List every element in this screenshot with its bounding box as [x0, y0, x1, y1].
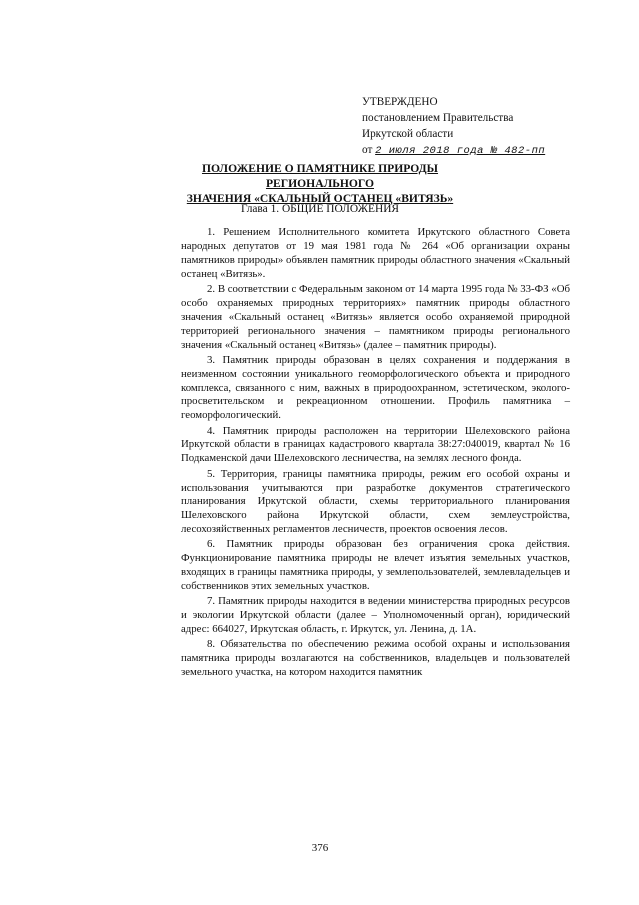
- paragraph-4: 4. Памятник природы расположен на территории Шелеховского района Иркутской области в границах кадастрового квартала 38:27:040019, квартал № 16 Подкаменской дачи Шелеховского лесничества, на землях лесного фонда.: [181, 424, 570, 465]
- document-title-line-2: ЗНАЧЕНИЯ «СКАЛЬНЫЙ ОСТАНЕЦ «ВИТЯЗЬ»: [186, 192, 454, 205]
- paragraph-2: 2. В соответствии с Федеральным законом от 14 марта 1995 года № 33-ФЗ «Об особо охраняемых природных территориях» памятник природы областного значения «Скальный останец «Витязь» является особо охраняемой природной территорией регионального значения – памятником природы регионального значения «Скальный останец «Витязь» (далее – памятник природы).: [181, 282, 570, 351]
- approval-heading: УТВЕРЖДЕНО: [362, 96, 438, 108]
- approval-block: [362, 94, 592, 159]
- document-body: [181, 226, 570, 681]
- page-number: 376: [311, 842, 329, 854]
- paragraph-7: 7. Памятник природы находится в ведении министерства природных ресурсов и экологии Иркутской области (далее – Уполномоченный орган), юридический адрес: 664027, Иркутская область, г. Иркутск, ул. Ленина, д. 1А.: [181, 595, 570, 636]
- paragraph-3: 3. Памятник природы образован в целях сохранения и поддержания в неизменном состоянии уникального геоморфологического объекта и природного комплекса, связанного с ним, важных в природоохранном, эстетическом, эколого-просветительском и рекреационном отношении. Профиль памятника – геоморфологический.: [181, 353, 570, 422]
- paragraph-1: 1. Решением Исполнительного комитета Иркутского областного Совета народных депутатов от 19 мая 1981 года № 264 «Об организации охраны памятников природы» объявлен памятник природы областного значения «Скальный останец «Витязь».: [181, 226, 570, 280]
- document-title: [170, 161, 470, 206]
- paragraph-5: 5. Территория, границы памятника природы, режим его особой охраны и использования учитываются при разработке документов стратегического планирования Иркутской области, схемы территориального планирования Шелеховского района Иркутской области, схем землеустройства, лесохозяйственных регламентов лесничеств, проектов освоения лесов.: [181, 467, 570, 536]
- approval-date-prefix: от: [362, 144, 373, 156]
- approval-date-handwritten: 2 июля 2018 года № 482-пп: [375, 145, 546, 157]
- paragraph-6: 6. Памятник природы образован без ограничения срока действия. Функционирование памятника природы не влечет изъятия земельных участков, входящих в границы памятника природы, у землепользователей, землевладельцев и собственников этих земельных участков.: [181, 538, 570, 593]
- approval-line-decree: постановлением Правительства: [362, 112, 514, 124]
- approval-line-region: Иркутской области: [362, 128, 454, 140]
- chapter-heading: Глава 1. ОБЩИЕ ПОЛОЖЕНИЯ: [240, 203, 400, 215]
- approval-date-line: [362, 142, 592, 159]
- document-title-line-1: ПОЛОЖЕНИЕ О ПАМЯТНИКЕ ПРИРОДЫ РЕГИОНАЛЬНОГО: [201, 162, 439, 190]
- paragraph-8: 8. Обязательства по обеспечению режима особой охраны и использования памятника природы возлагаются на собственников, владельцев и пользователей земельного участка, на котором находится памятник: [181, 638, 570, 679]
